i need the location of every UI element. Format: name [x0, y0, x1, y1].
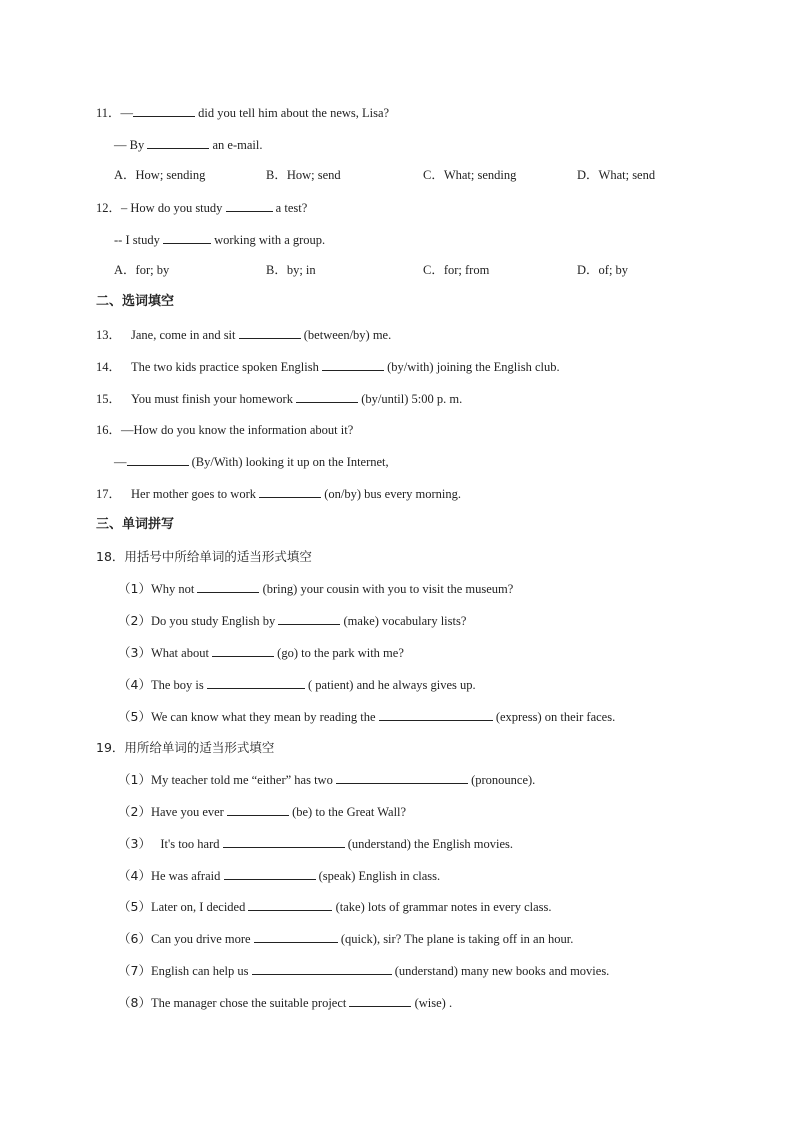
question-text: You must finish your homework: [131, 392, 297, 406]
question-text: (bring) your cousin with you to visit the museum?: [259, 582, 514, 596]
item-number: （4）: [118, 677, 151, 692]
answer-blank[interactable]: [239, 326, 301, 339]
question-18-title: 18．用括号中所给单词的适当形式填空: [96, 549, 312, 564]
option-d[interactable]: D．What; send: [577, 168, 656, 182]
answer-blank[interactable]: [248, 898, 332, 911]
question-number: 13．: [96, 328, 122, 342]
question-19-item-2: [118, 803, 406, 820]
answer-blank[interactable]: [379, 708, 493, 721]
question-text: ( patient) and he always gives up.: [304, 678, 476, 692]
answer-blank[interactable]: [127, 453, 189, 466]
answer-blank[interactable]: [322, 358, 384, 371]
option-a[interactable]: A．for; by: [114, 263, 170, 277]
question-text: Later on, I decided: [150, 900, 249, 914]
question-11: [96, 104, 389, 121]
answer-blank[interactable]: [259, 485, 321, 498]
option-d[interactable]: D．of; by: [577, 263, 629, 277]
option-b[interactable]: B．by; in: [266, 263, 316, 277]
question-text: English can help us: [150, 964, 252, 978]
question-text: — By: [114, 138, 148, 152]
answer-blank[interactable]: [147, 136, 209, 149]
question-text: (be) to the Great Wall?: [288, 805, 407, 819]
question-text: an e-mail.: [209, 138, 263, 152]
item-number: （6）: [118, 931, 151, 946]
answer-blank[interactable]: [212, 644, 274, 657]
question-text: My teacher told me “either” has two: [150, 773, 336, 787]
question-text: did you tell him about the news, Lisa?: [195, 106, 390, 120]
question-text: (between/by) me.: [300, 328, 392, 342]
answer-blank[interactable]: [133, 104, 195, 117]
question-number: 16．: [96, 423, 122, 437]
question-19-item-4: [118, 867, 440, 884]
question-19-item-1: [118, 771, 535, 788]
question-text: -- I study: [114, 233, 163, 247]
answer-blank[interactable]: [163, 231, 211, 244]
answer-blank[interactable]: [349, 994, 411, 1007]
question-text: (take) lots of grammar notes in every class.: [332, 900, 552, 914]
question-16-response: [114, 453, 389, 470]
answer-blank[interactable]: [278, 612, 340, 625]
item-number: （3）: [118, 645, 151, 660]
question-number: 14．: [96, 360, 122, 374]
question-text: (by/until) 5:00 p. m.: [358, 392, 463, 406]
question-text: working with a group.: [210, 233, 326, 247]
question-text: – How do you study: [121, 201, 226, 215]
question-text: Have you ever: [150, 805, 227, 819]
answer-blank[interactable]: [252, 962, 392, 975]
question-text: (go) to the park with me?: [274, 646, 404, 660]
question-17: [96, 485, 461, 502]
question-text: He was afraid: [150, 869, 224, 883]
answer-blank[interactable]: [296, 390, 358, 403]
question-text: (understand) many new books and movies.: [391, 964, 610, 978]
question-text: (pronounce).: [467, 773, 536, 787]
question-19-item-7: [118, 962, 609, 979]
item-number: （4）: [118, 868, 151, 883]
question-number: 12．: [96, 201, 122, 215]
question-number: 11．: [96, 106, 121, 120]
question-15: [96, 390, 462, 407]
question-18-item-2: [118, 612, 466, 629]
question-18-item-5: [118, 708, 615, 725]
question-19-item-5: [118, 898, 552, 915]
answer-blank[interactable]: [197, 580, 259, 593]
question-text: (by/with) joining the English club.: [383, 360, 560, 374]
question-text: (make) vocabulary lists?: [340, 614, 467, 628]
question-12: [96, 199, 307, 216]
question-text: (understand) the English movies.: [344, 837, 514, 851]
question-text: Can you drive more: [150, 932, 254, 946]
question-text: (express) on their faces.: [492, 710, 616, 724]
answer-blank[interactable]: [207, 676, 305, 689]
question-text: The manager chose the suitable project: [150, 996, 350, 1010]
question-14: [96, 358, 560, 375]
question-18-item-4: [118, 676, 476, 693]
question-number: 17．: [96, 487, 122, 501]
item-number: （1）: [118, 581, 151, 596]
item-number: （3）: [118, 836, 151, 851]
question-text: Jane, come in and sit: [131, 328, 239, 342]
answer-blank[interactable]: [223, 835, 345, 848]
question-text: (quick), sir? The plane is taking off in an hour.: [337, 932, 574, 946]
question-number: 15．: [96, 392, 122, 406]
question-text: The boy is: [150, 678, 207, 692]
answer-blank[interactable]: [254, 930, 338, 943]
section-heading: 二、选词填空: [96, 294, 175, 309]
question-11-response: [114, 136, 262, 153]
question-18-item-3: [118, 644, 404, 661]
question-19-item-3: [118, 835, 513, 852]
item-number: （5）: [118, 709, 151, 724]
option-a[interactable]: A．How; sending: [114, 168, 206, 182]
question-text: (speak) English in class.: [315, 869, 441, 883]
answer-blank[interactable]: [336, 771, 468, 784]
question-12-response: [114, 231, 325, 248]
option-b[interactable]: B．How; send: [266, 168, 341, 182]
question-text: (on/by) bus every morning.: [321, 487, 462, 501]
section-heading: 三、单词拼写: [96, 517, 175, 532]
question-text: Do you study English by: [150, 614, 279, 628]
answer-blank[interactable]: [227, 803, 289, 816]
question-18-item-1: [118, 580, 513, 597]
item-number: （2）: [118, 613, 151, 628]
question-text: We can know what they mean by reading the: [150, 710, 379, 724]
item-number: （2）: [118, 804, 151, 819]
question-text: What about: [150, 646, 213, 660]
question-text: (By/With) looking it up on the Internet,: [188, 455, 389, 469]
question-text: It's too hard: [150, 837, 223, 851]
option-c[interactable]: C．for; from: [423, 263, 490, 277]
question-text: —: [114, 455, 127, 469]
item-number: （8）: [118, 995, 151, 1010]
question-text: Why not: [150, 582, 198, 596]
answer-blank[interactable]: [224, 867, 316, 880]
question-text: (wise) .: [411, 996, 453, 1010]
item-number: （7）: [118, 963, 151, 978]
answer-blank[interactable]: [226, 199, 273, 212]
question-19-title: 19．用所给单词的适当形式填空: [96, 740, 275, 755]
question-19-item-8: [118, 994, 452, 1011]
question-text: a test?: [272, 201, 308, 215]
question-19-item-6: [118, 930, 573, 947]
question-16: [96, 422, 353, 438]
item-number: （1）: [118, 772, 151, 787]
question-text: —: [120, 106, 134, 120]
item-number: （5）: [118, 899, 151, 914]
question-text: The two kids practice spoken English: [131, 360, 322, 374]
question-text: Her mother goes to work: [131, 487, 260, 501]
option-c[interactable]: C．What; sending: [423, 168, 517, 182]
question-text: —How do you know the information about it?: [121, 423, 354, 437]
question-13: [96, 326, 391, 343]
